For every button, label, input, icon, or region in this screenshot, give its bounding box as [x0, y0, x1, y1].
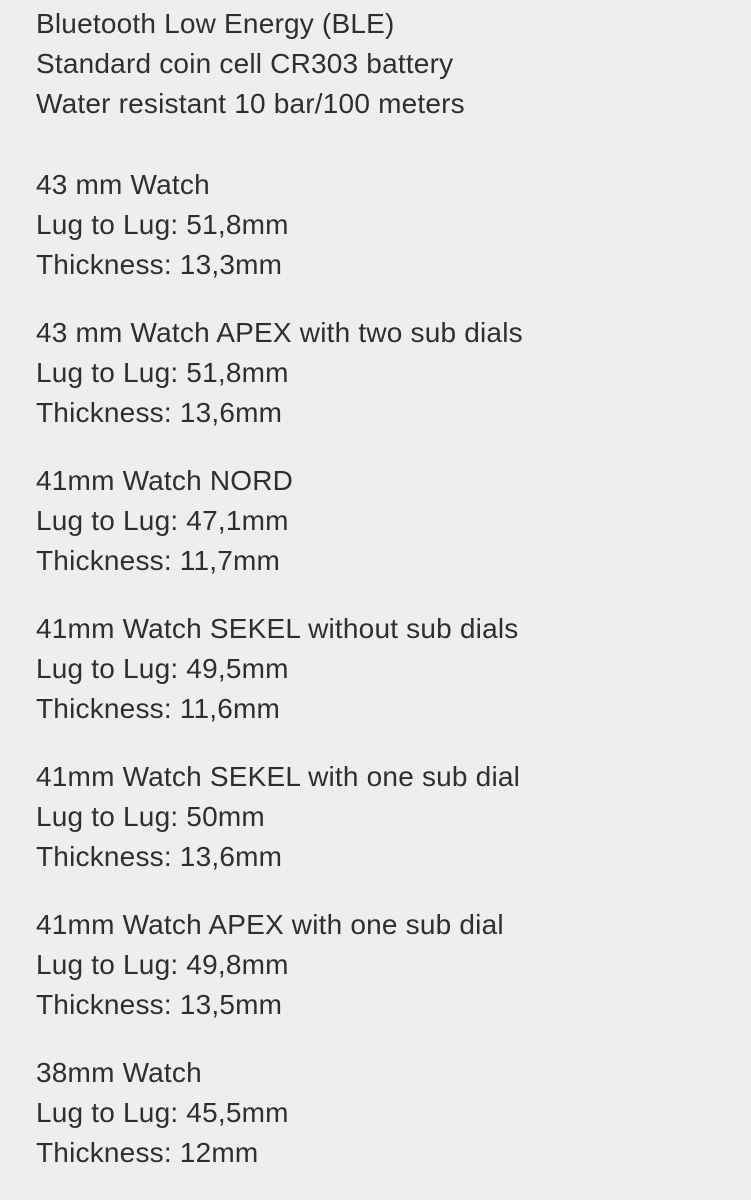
watch-lug-to-lug: Lug to Lug: 49,8mm [36, 949, 289, 980]
watch-lug-to-lug: Lug to Lug: 47,1mm [36, 505, 289, 536]
watch-title: 41mm Watch SEKEL with one sub dial [36, 761, 521, 792]
spec-line-bluetooth: Bluetooth Low Energy (BLE) [36, 8, 395, 39]
watch-spec-block [36, 461, 731, 581]
watch-spec-block [36, 609, 731, 729]
watch-title: 43 mm Watch APEX with two sub dials [36, 317, 523, 348]
watch-spec-block [36, 165, 731, 285]
watch-lug-to-lug: Lug to Lug: 49,5mm [36, 653, 289, 684]
watch-thickness: Thickness: 13,3mm [36, 249, 283, 280]
watch-spec-block [36, 1053, 731, 1173]
watch-lug-to-lug: Lug to Lug: 45,5mm [36, 1097, 289, 1128]
watch-spec-block [36, 905, 731, 1025]
watch-thickness: Thickness: 13,6mm [36, 397, 283, 428]
watch-spec-block [36, 757, 731, 877]
watch-lug-to-lug: Lug to Lug: 51,8mm [36, 209, 289, 240]
general-specs-block [36, 4, 731, 124]
watch-title: 41mm Watch NORD [36, 465, 294, 496]
watch-title: 38mm Watch [36, 1057, 202, 1088]
watch-title: 41mm Watch APEX with one sub dial [36, 909, 504, 940]
watch-spec-block [36, 313, 731, 433]
watch-thickness: Thickness: 11,7mm [36, 545, 281, 576]
watch-thickness: Thickness: 11,6mm [36, 693, 281, 724]
spec-line-water-resistance: Water resistant 10 bar/100 meters [36, 88, 465, 119]
watch-thickness: Thickness: 12mm [36, 1137, 259, 1168]
watch-lug-to-lug: Lug to Lug: 51,8mm [36, 357, 289, 388]
watch-lug-to-lug: Lug to Lug: 50mm [36, 801, 265, 832]
watch-thickness: Thickness: 13,5mm [36, 989, 283, 1020]
watch-title: 43 mm Watch [36, 169, 210, 200]
watch-title: 41mm Watch SEKEL without sub dials [36, 613, 519, 644]
watch-thickness: Thickness: 13,6mm [36, 841, 283, 872]
spec-line-battery: Standard coin cell CR303 battery [36, 48, 454, 79]
